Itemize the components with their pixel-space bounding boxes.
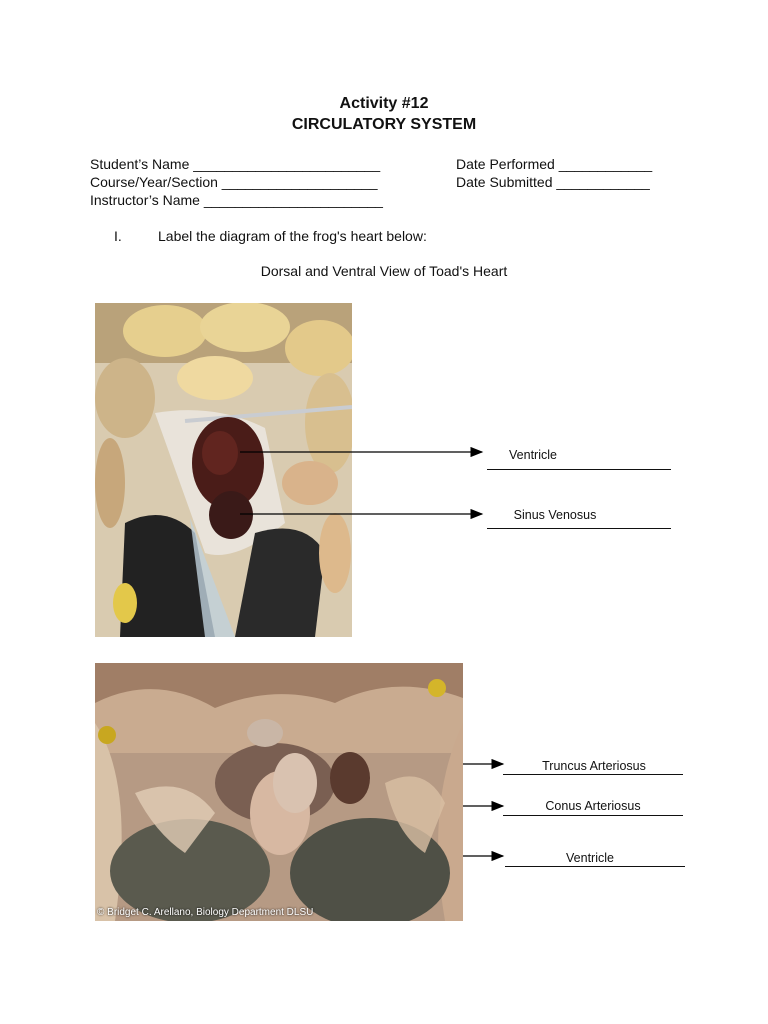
instructor-name-field: Instructor’s Name _______________________ [90,192,383,208]
answer-line-truncus-arteriosus [503,774,683,775]
activity-number: Activity #12 [339,95,429,112]
ventral-heart-photo [95,663,463,921]
label-sinus-venosus: Sinus Venosus [513,508,597,522]
instruction-text: Label the diagram of the frog's heart below: [158,228,427,244]
instruction-number: I. [114,228,122,244]
label-conus-arteriosus: Conus Arteriosus [545,799,641,813]
answer-line-conus-arteriosus [503,815,683,816]
activity-title: CIRCULATORY SYSTEM [291,116,477,133]
label-truncus-arteriosus: Truncus Arteriosus [542,759,646,773]
answer-line-sinus-venosus [487,528,671,529]
date-submitted-field: Date Submitted ____________ [456,174,650,190]
course-section-field: Course/Year/Section ____________________ [90,174,378,190]
answer-line-ventricle-ventral [505,866,685,867]
photo-credit: © Bridget C. Arellano, Biology Department DLSU [97,907,314,918]
answer-line-ventricle-dorsal [487,469,671,470]
label-ventricle-dorsal: Ventricle [509,448,557,462]
figure-caption: Dorsal and Ventral View of Toad's Heart [260,263,508,279]
date-performed-field: Date Performed ____________ [456,156,653,172]
student-name-field: Student’s Name ________________________ [90,156,381,172]
label-ventricle-ventral: Ventricle [566,851,614,865]
